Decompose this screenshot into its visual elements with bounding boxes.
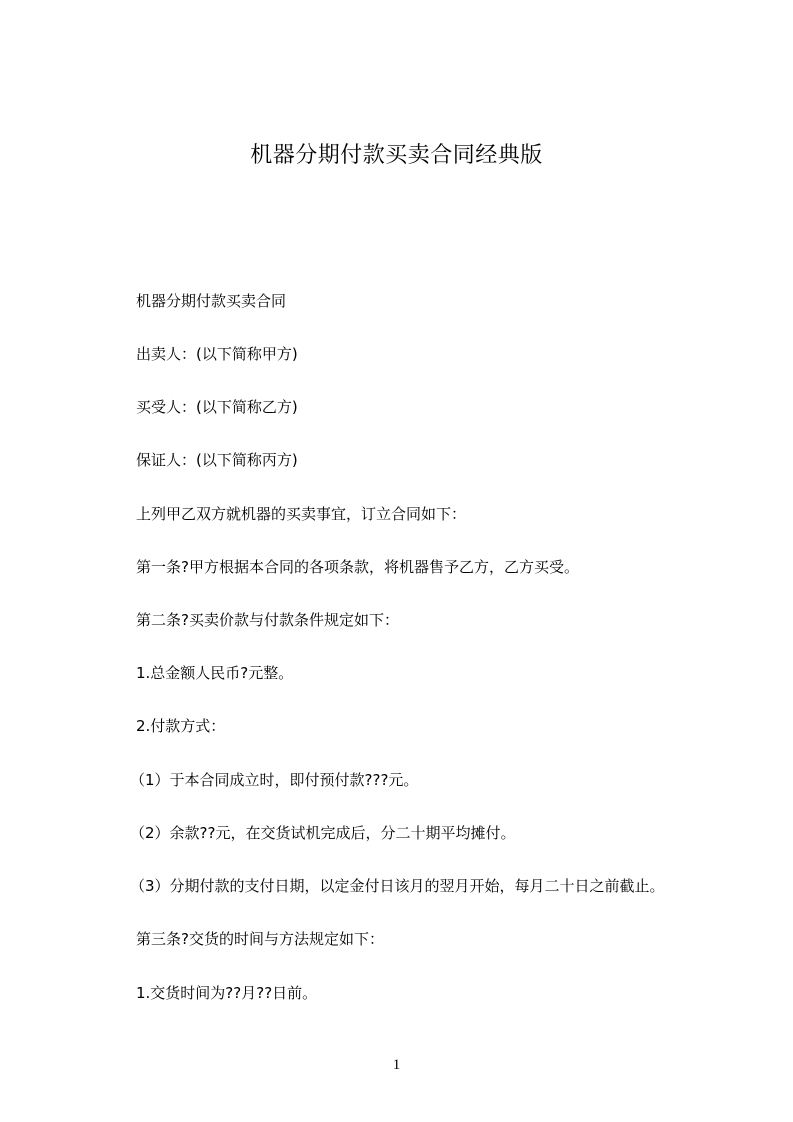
page-number: 1	[392, 1057, 401, 1073]
document-title: 机器分期付款买卖合同经典版	[250, 143, 543, 168]
paragraph-article-2: 第二条?买卖价款与付款条件规定如下：	[136, 611, 399, 629]
paragraph-delivery-time: 1.交货时间为??月??日前。	[136, 984, 318, 1002]
paragraph-buyer: 买受人：(以下简称乙方)	[136, 398, 298, 416]
paragraph-seller: 出卖人：(以下简称甲方)	[136, 345, 298, 363]
paragraph-total-amount: 1.总金额人民币?元整。	[136, 664, 294, 682]
paragraph-payment-method: 2.付款方式：	[136, 717, 226, 735]
paragraph-payment-item-3: （3）分期付款的支付日期，以定金付日该月的翌月开始，每月二十日之前截止。	[130, 877, 665, 895]
paragraph-contract-name: 机器分期付款买卖合同	[136, 292, 287, 310]
paragraph-article-1: 第一条?甲方根据本合同的各项条款，将机器售予乙方，乙方买受。	[136, 558, 579, 576]
paragraph-guarantor: 保证人：(以下简称丙方)	[136, 451, 298, 469]
paragraph-payment-item-1: （1）于本合同成立时，即付预付款???元。	[130, 771, 419, 789]
paragraph-preamble: 上列甲乙双方就机器的买卖事宜，订立合同如下：	[136, 505, 467, 523]
paragraph-article-3: 第三条?交货的时间与方法规定如下：	[136, 930, 384, 948]
paragraph-payment-item-2: （2）余款??元，在交货试机完成后，分二十期平均摊付。	[130, 824, 516, 842]
